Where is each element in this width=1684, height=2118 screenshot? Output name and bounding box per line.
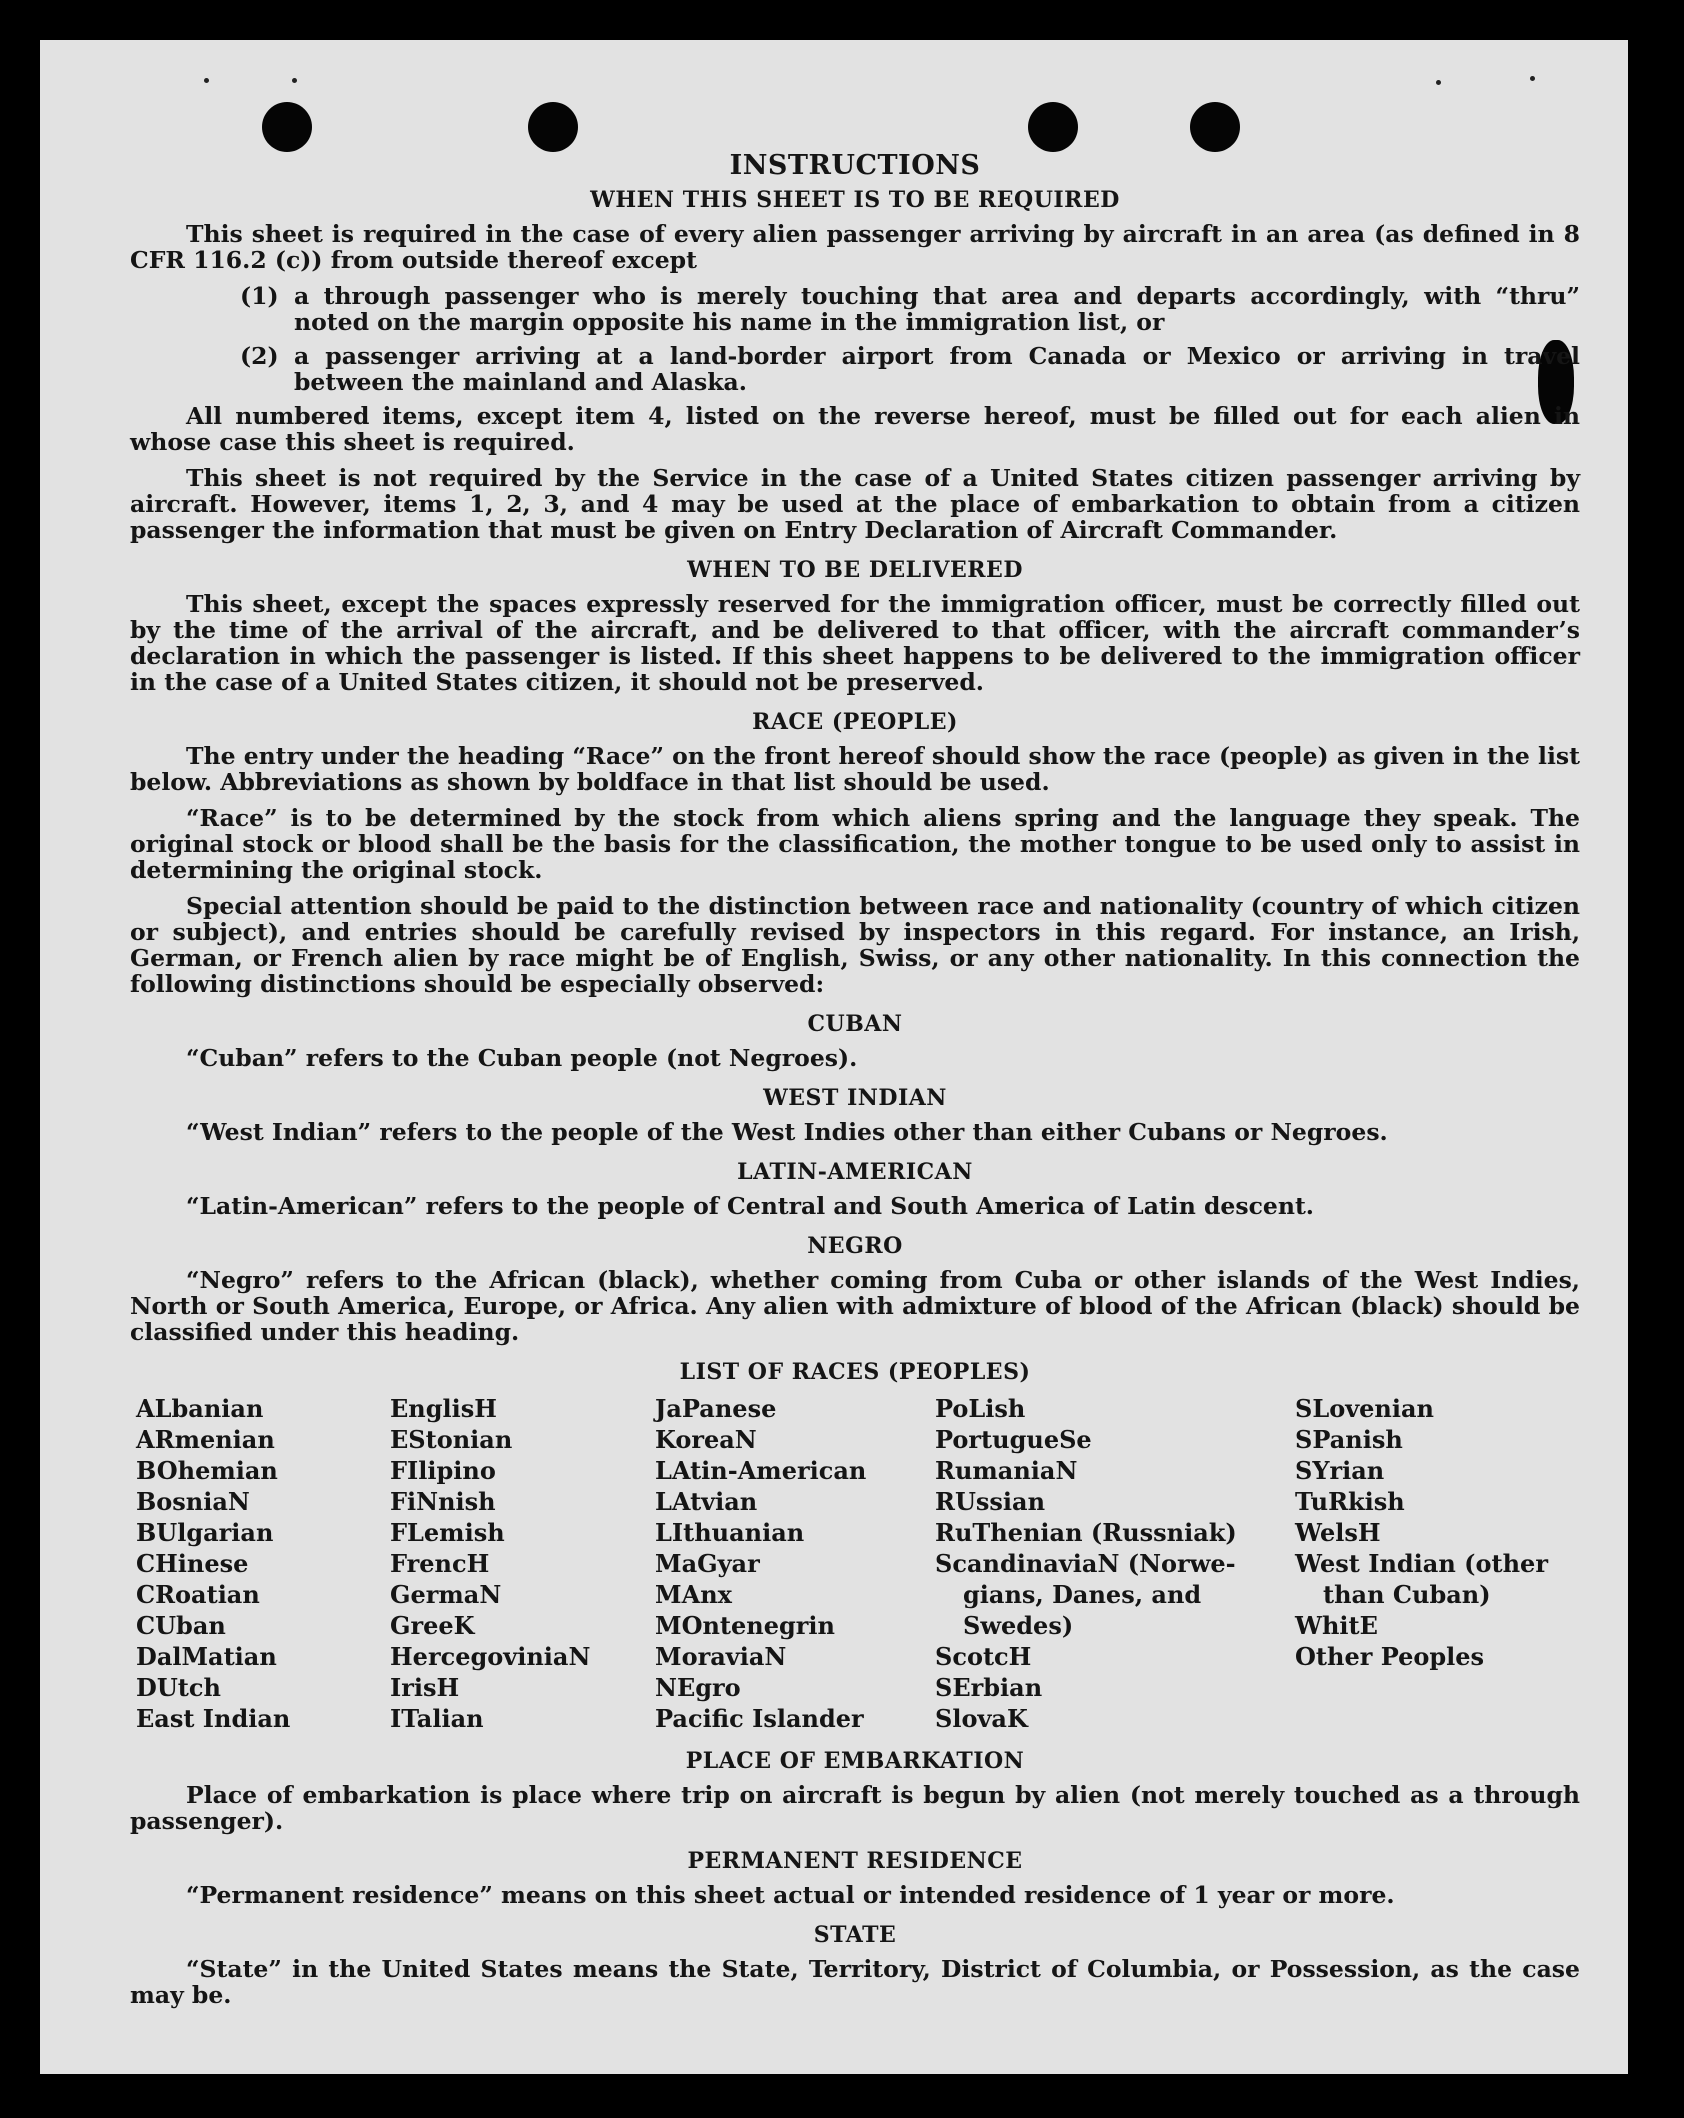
definition-embarkation: Place of embarkation is place where trip on aircraft is begun by alien (not merely touched as a through passenger). (130, 1781, 1580, 1835)
race-entry: FrencH (390, 1549, 490, 1578)
race-entry: RumaniaN (935, 1456, 1078, 1485)
race-entry: JaPanese (655, 1394, 777, 1423)
races-column-2 (390, 1393, 655, 1734)
races-column-1 (136, 1393, 390, 1734)
race-entry: East Indian (136, 1704, 291, 1733)
document-page (40, 40, 1628, 2074)
race-entry: ITalian (390, 1704, 484, 1733)
para-delivered: This sheet, except the spaces expressly reserved for the immigration officer, must be correctly filled out by the time of the arrival of the aircraft, and be delivered to that officer, with the aircraft commander’s declaration in which the passenger is listed. If this sheet happens to be delivered to the immigration officer in the case of a United States citizen, it should not be preserved. (130, 590, 1580, 696)
heading-race: RACE (PEOPLE) (752, 709, 958, 735)
definition-state: “State” in the United States means the State, Territory, District of Columbia, or Possession, as the case may be. (130, 1955, 1580, 2009)
race-entry: BOhemian (136, 1456, 278, 1485)
race-entry: Pacific Islander (655, 1704, 864, 1733)
race-entry: RUssian (935, 1487, 1046, 1516)
race-entry: SlovaK (935, 1704, 1028, 1733)
race-entry: West Indian (other (1295, 1549, 1548, 1578)
para-citizen: This sheet is not required by the Service in the case of a United States citizen passenger arriving by aircraft. However, items 1, 2, 3, and 4 may be used at the place of embarkation to obtain from a citizen passenger the information that must be given on Entry Declaration of Aircraft Commander. (130, 464, 1580, 544)
race-entry: FiNnish (390, 1487, 496, 1516)
exception-text: a passenger arriving at a land-border airport from Canada or Mexico or arriving in travel between the mainland and Alaska. (294, 342, 1580, 396)
race-entry: CUban (136, 1611, 226, 1640)
race-entry: ScandinaviaN (Norwe- (935, 1549, 1236, 1578)
para-race-attention: Special attention should be paid to the distinction between race and nationality (country of which citizen or subject), and entries should be carefully revised by inspectors in this regard. For instance, an Irish, German, or French alien by race might be of English, Swiss, or any other nationality. In this connection the following distinctions should be especially observed: (130, 892, 1580, 998)
race-entry: gians, Danes, and (963, 1580, 1202, 1609)
race-entry: Other Peoples (1295, 1642, 1485, 1671)
race-entry: HercegoviniaN (390, 1642, 591, 1671)
race-entry: SYrian (1295, 1456, 1385, 1485)
race-entry: PortugueSe (935, 1425, 1092, 1454)
race-entry: MaGyar (655, 1549, 760, 1578)
exception-number: (1) (240, 282, 279, 310)
race-entry: MAnx (655, 1580, 732, 1609)
race-entry: CHinese (136, 1549, 249, 1578)
race-entry: LAtin-American (655, 1456, 867, 1485)
race-entry: LAtvian (655, 1487, 758, 1516)
para-race-entry: The entry under the heading “Race” on the front hereof should show the race (people) as given in the list below. Abbreviations as shown by boldface in that list should be used. (130, 742, 1580, 796)
heading-place-of-embarkation: PLACE OF EMBARKATION (685, 1748, 1025, 1774)
scan-speck (1530, 76, 1535, 81)
heading-cuban: CUBAN (807, 1011, 903, 1037)
race-entry: GreeK (390, 1611, 475, 1640)
race-entry: EStonian (390, 1425, 513, 1454)
race-entry: KoreaN (655, 1425, 757, 1454)
race-entry: LIthuanian (655, 1518, 805, 1547)
exception-item-1 (240, 283, 1580, 335)
exception-item-2 (240, 343, 1580, 395)
race-entry: SErbian (935, 1673, 1043, 1702)
definition-cuban: “Cuban” refers to the Cuban people (not Negroes). (186, 1044, 858, 1072)
exception-text: a through passenger who is merely touching that area and departs accordingly, with “thru” noted on the margin opposite his name in the immigration list, or (294, 282, 1580, 336)
definition-permanent-residence: “Permanent residence” means on this sheet actual or intended residence of 1 year or more. (186, 1881, 1395, 1909)
heading-when-required: WHEN THIS SHEET IS TO BE REQUIRED (590, 187, 1120, 213)
definition-latin-american: “Latin-American” refers to the people of Central and South America of Latin descent. (186, 1192, 1314, 1220)
race-entry: FLemish (390, 1518, 505, 1547)
races-column-5 (1295, 1393, 1555, 1734)
race-entry: SLovenian (1295, 1394, 1434, 1423)
heading-negro: NEGRO (807, 1233, 903, 1259)
para-numbered-items: All numbered items, except item 4, listed on the reverse hereof, must be filled out for each alien in whose case this sheet is required. (130, 402, 1580, 456)
race-entry: GermaN (390, 1580, 502, 1609)
race-entry: DUtch (136, 1673, 221, 1702)
race-entry: TuRkish (1295, 1487, 1405, 1516)
race-entry: ARmenian (136, 1425, 275, 1454)
race-entry: WelsH (1295, 1518, 1381, 1547)
exception-number: (2) (240, 342, 279, 370)
heading-permanent-residence: PERMANENT RESIDENCE (687, 1848, 1023, 1874)
race-entry: Swedes) (963, 1611, 1074, 1640)
heading-list-of-races: LIST OF RACES (PEOPLES) (679, 1359, 1031, 1385)
races-list (136, 1393, 1580, 1734)
definition-west-indian: “West Indian” refers to the people of the West Indies other than either Cubans or Negroes. (186, 1118, 1388, 1146)
race-entry: MOntenegrin (655, 1611, 835, 1640)
race-entry: EnglisH (390, 1394, 497, 1423)
instructions-content (130, 108, 1580, 2018)
scan-speck (292, 78, 297, 83)
race-entry: CRoatian (136, 1580, 260, 1609)
race-entry: BosniaN (136, 1487, 250, 1516)
races-column-3 (655, 1393, 935, 1734)
para-required-intro: This sheet is required in the case of every alien passenger arriving by aircraft in an area (as defined in 8 CFR 116.2 (c)) from outside thereof except (130, 220, 1580, 274)
race-entry: ScotcH (935, 1642, 1032, 1671)
race-entry: WhitE (1295, 1611, 1378, 1640)
race-entry: SPanish (1295, 1425, 1403, 1454)
race-entry: NEgro (655, 1673, 741, 1702)
para-race-stock: “Race” is to be determined by the stock from which aliens spring and the language they speak. The original stock or blood shall be the basis for the classification, the mother tongue to be used only to assist in determining the original stock. (130, 804, 1580, 884)
race-entry: RuThenian (Russniak) (935, 1518, 1237, 1547)
race-entry: BUlgarian (136, 1518, 274, 1547)
race-entry: MoraviaN (655, 1642, 787, 1671)
race-entry: PoLish (935, 1394, 1026, 1423)
races-column-4 (935, 1393, 1295, 1734)
race-entry: ALbanian (136, 1394, 264, 1423)
scan-speck (1436, 80, 1441, 85)
heading-when-delivered: WHEN TO BE DELIVERED (687, 557, 1023, 583)
heading-west-indian: WEST INDIAN (763, 1085, 947, 1111)
race-entry: IrisH (390, 1673, 460, 1702)
race-entry: DalMatian (136, 1642, 277, 1671)
heading-state: STATE (813, 1922, 897, 1948)
scan-speck (204, 78, 209, 83)
heading-latin-american: LATIN-AMERICAN (737, 1159, 973, 1185)
definition-negro: “Negro” refers to the African (black), whether coming from Cuba or other islands of the West Indies, North or South America, Europe, or Africa. Any alien with admixture of blood of the African (black) should be classified under this heading. (130, 1266, 1580, 1346)
race-entry: FIlipino (390, 1456, 496, 1485)
title-instructions: INSTRUCTIONS (729, 150, 981, 181)
race-entry: than Cuban) (1323, 1580, 1491, 1609)
